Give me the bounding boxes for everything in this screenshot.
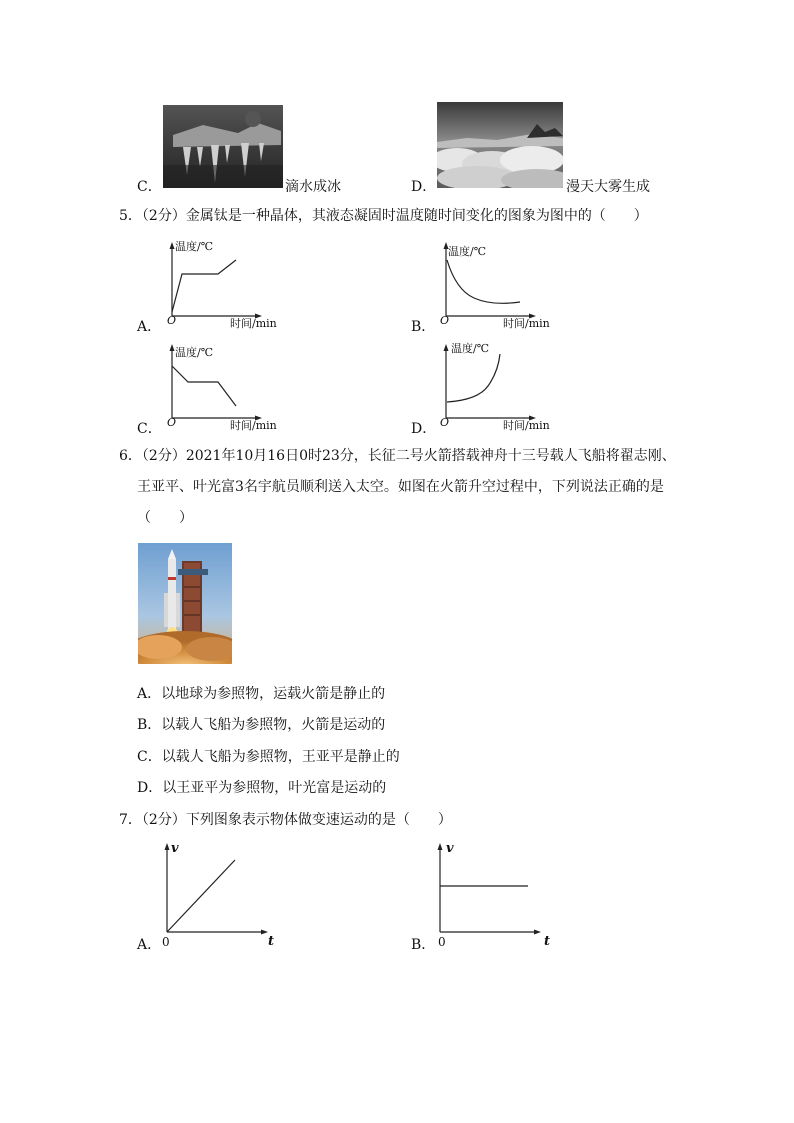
photo-icicles — [163, 105, 283, 188]
q5-graph-d-xlabel: 时间/min — [503, 419, 550, 432]
q5-graph-c-ylabel: 温度/℃ — [175, 346, 214, 359]
q4-option-d-caption: 漫天大雾生成 — [566, 179, 650, 195]
q5-graph-b-ylabel: 温度/℃ — [448, 245, 487, 258]
photo-rocket-launch — [138, 543, 232, 664]
q4-option-c-caption: 滴水成冰 — [285, 179, 341, 195]
q5-graph-d-origin: O — [440, 416, 450, 429]
q7-option-a-letter: A． — [137, 937, 162, 953]
q5-graph-b-xlabel: 时间/min — [503, 317, 550, 330]
q5-graph-d-ylabel: 温度/℃ — [451, 342, 490, 355]
q5-option-a-letter: A． — [137, 319, 162, 335]
q7-graph-b-origin: 0 — [438, 935, 446, 949]
q7-graph-b-xlabel: t — [544, 934, 551, 949]
q6-stem-line2: 王亚平、叶光富3名宇航员顺利送入太空。如图在火箭升空过程中，下列说法正确的是 — [137, 479, 664, 495]
q6-stem-line1: 6．（2分）2021年10月16日0时23分，长征二号火箭搭载神舟十三号载人飞船将翟志刚、 — [119, 448, 676, 464]
q6-option-d: D．以王亚平为参照物，叶光富是运动的 — [137, 780, 387, 796]
q7-graph-a-ylabel: v — [171, 841, 179, 856]
photo-fog-clouds — [437, 102, 563, 188]
q6-option-b: B．以载人飞船为参照物，火箭是运动的 — [137, 717, 386, 733]
q5-option-b-letter: B． — [411, 319, 436, 335]
q6-option-a: A．以地球为参照物，运载火箭是静止的 — [137, 686, 386, 702]
q5-option-d-letter: D． — [411, 421, 437, 437]
q7-graph-a-origin: 0 — [162, 935, 170, 949]
q5-graph-c-xlabel: 时间/min — [230, 419, 277, 432]
q7-graph-a-xlabel: t — [268, 934, 275, 949]
q5-graph-b-origin: O — [440, 314, 450, 327]
q5-option-c-letter: C． — [137, 421, 162, 437]
q5-graph-a-xlabel: 时间/min — [230, 317, 277, 330]
q6-option-c: C．以载人飞船为参照物，王亚平是静止的 — [137, 749, 400, 765]
q7-graph-b-ylabel: v — [446, 841, 454, 856]
q5-graph-a-origin: O — [167, 314, 177, 327]
q4-option-d-letter: D． — [411, 179, 437, 195]
q7-option-b-letter: B． — [411, 937, 436, 953]
q6-stem-line3: （ ） — [137, 510, 193, 526]
q5-stem: 5．（2分）金属钛是一种晶体，其液态凝固时温度随时间变化的图象为图中的（ ） — [119, 208, 648, 224]
q5-graph-a-ylabel: 温度/℃ — [175, 240, 214, 253]
q7-stem: 7．（2分）下列图象表示物体做变速运动的是（ ） — [119, 812, 452, 828]
q5-graph-c-origin: O — [167, 416, 177, 429]
q4-option-c-letter: C． — [137, 179, 162, 195]
